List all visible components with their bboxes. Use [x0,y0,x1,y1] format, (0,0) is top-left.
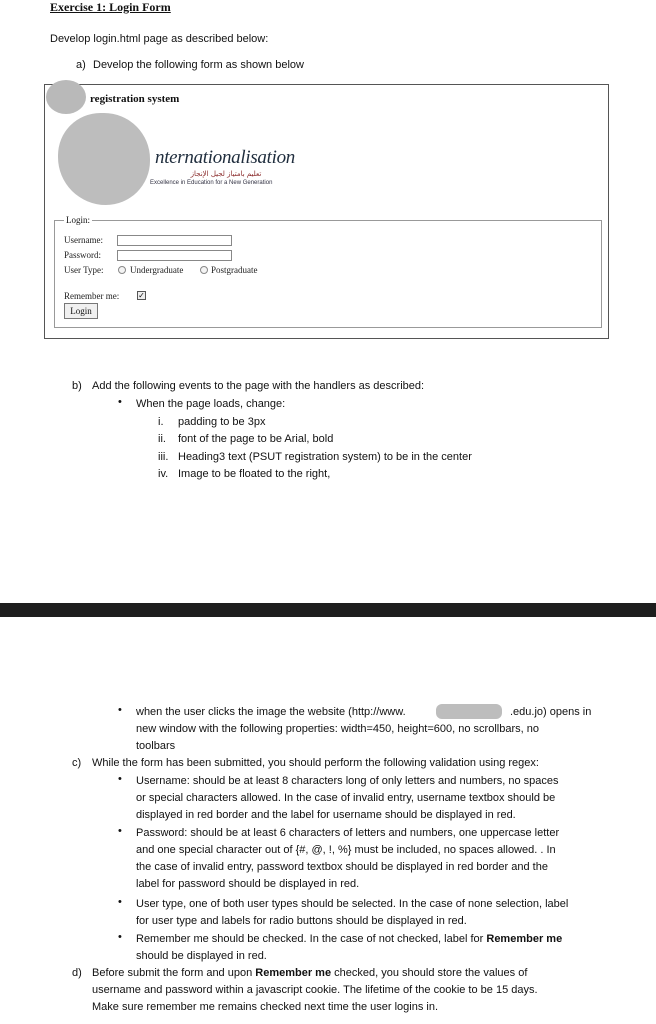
roman-item-iii: Heading3 text (PSUT registration system) to be in the center [178,451,472,463]
redacted-url-part [436,704,502,719]
c-bullet4-start: Remember me should be checked. In the case of not checked, label for [136,933,487,945]
b-cont-line2: new window with the following properties: width=450, height=600, no scrollbars, no [136,723,539,735]
password-input[interactable] [117,250,232,261]
username-input[interactable] [117,235,232,246]
roman-num-iv: iv. [158,468,169,480]
c-bullet1-line1: Username: should be at least 8 characters long of only letters and numbers, no spaces [136,775,559,787]
c-bullet2-line1: Password: should be at least 6 characters of letters and numbers, one uppercase letter [136,827,560,839]
section-d-line3: Make sure remember me remains checked next time the user logins in. [92,1001,439,1013]
section-c-marker: c) [72,757,82,769]
b-cont-line1-end: .edu.jo) opens in [510,706,592,718]
c-bullet3-line1: User type, one of both user types should be selected. In the case of none selection, label [136,898,569,910]
d-line1-end: checked, you should store the values of [331,967,528,979]
remember-me-label: Remember me: [64,291,120,301]
page-separator [0,603,656,617]
b-cont-line3: toolbars [136,740,176,752]
postgraduate-label: Postgraduate [211,265,258,275]
bullet: • [118,396,122,408]
item-a-text: Develop the following form as shown below [93,59,304,71]
bullet: • [118,773,122,785]
redacted-logo-mark [58,113,150,205]
bullet: • [118,931,122,943]
c-bullet4-bold: Remember me [486,933,563,945]
remember-me-checkbox[interactable]: ✓ [138,291,145,300]
undergraduate-radio[interactable] [118,266,126,274]
exercise-title: Exercise 1: Login Form [50,0,171,14]
roman-item-i: padding to be 3px [178,416,266,428]
logo-text[interactable]: nternationalisation [155,147,295,168]
login-button[interactable]: Login [64,303,98,319]
c-bullet3-line2: for user type and labels for radio buttons should be displayed in red. [136,915,467,927]
section-b-bullet1: When the page loads, change: [136,398,286,410]
d-line1-start: Before submit the form and upon [92,967,256,979]
section-b-text: Add the following events to the page with the handlers as described: [92,380,425,392]
bullet: • [118,825,122,837]
c-bullet4-line1 [136,932,562,946]
c-bullet1-line2: or special characters allowed. In the case of invalid entry, username textbox should be [136,792,556,804]
intro-text: Develop login.html page as described below: [50,33,269,45]
c-bullet4-line2: should be displayed in red. [136,950,267,962]
d-line1-bold: Remember me [255,967,332,979]
redaction-mark [46,80,86,114]
roman-item-ii: font of the page to be Arial, bold [178,433,334,445]
registration-heading: registration system [90,93,180,105]
section-d-line2: username and password within a javascript cookie. The lifetime of the cookie to be 15 days. [92,984,538,996]
bullet: • [118,704,122,716]
roman-num-iii: iii. [158,451,169,463]
bullet: • [118,896,122,908]
password-label: Password: [64,250,102,260]
c-bullet2-line2: and one special character out of {#, @, !, %} must be included, no spaces allowed. . In [136,844,556,856]
username-label: Username: [64,235,103,245]
logo-arabic-text: تعليم بامتياز لجيل الإنجاز [190,170,262,178]
section-d-line1 [92,966,527,980]
c-bullet2-line3: the case of invalid entry, password textbox should be displayed in red border and the [136,861,548,873]
logo-tagline: Excellence in Education for a New Generation [150,180,273,186]
roman-item-iv: Image to be floated to the right, [178,468,331,480]
section-b-marker: b) [72,380,82,392]
user-type-label: User Type: [64,265,104,275]
section-d-marker: d) [72,967,82,979]
item-a-marker: a) [76,59,86,71]
undergraduate-label: Undergraduate [130,265,184,275]
roman-num-ii: ii. [158,433,166,445]
b-cont-line1-start: when the user clicks the image the website (http://www. [136,706,406,718]
section-c-text: While the form has been submitted, you should perform the following validation using regex: [92,757,539,769]
c-bullet1-line3: displayed in red border and the label for username should be displayed in red. [136,809,516,821]
postgraduate-radio[interactable] [200,266,208,274]
c-bullet2-line4: label for password should be displayed in red. [136,878,360,890]
login-legend: Login: [66,215,90,225]
roman-num-i: i. [158,416,164,428]
